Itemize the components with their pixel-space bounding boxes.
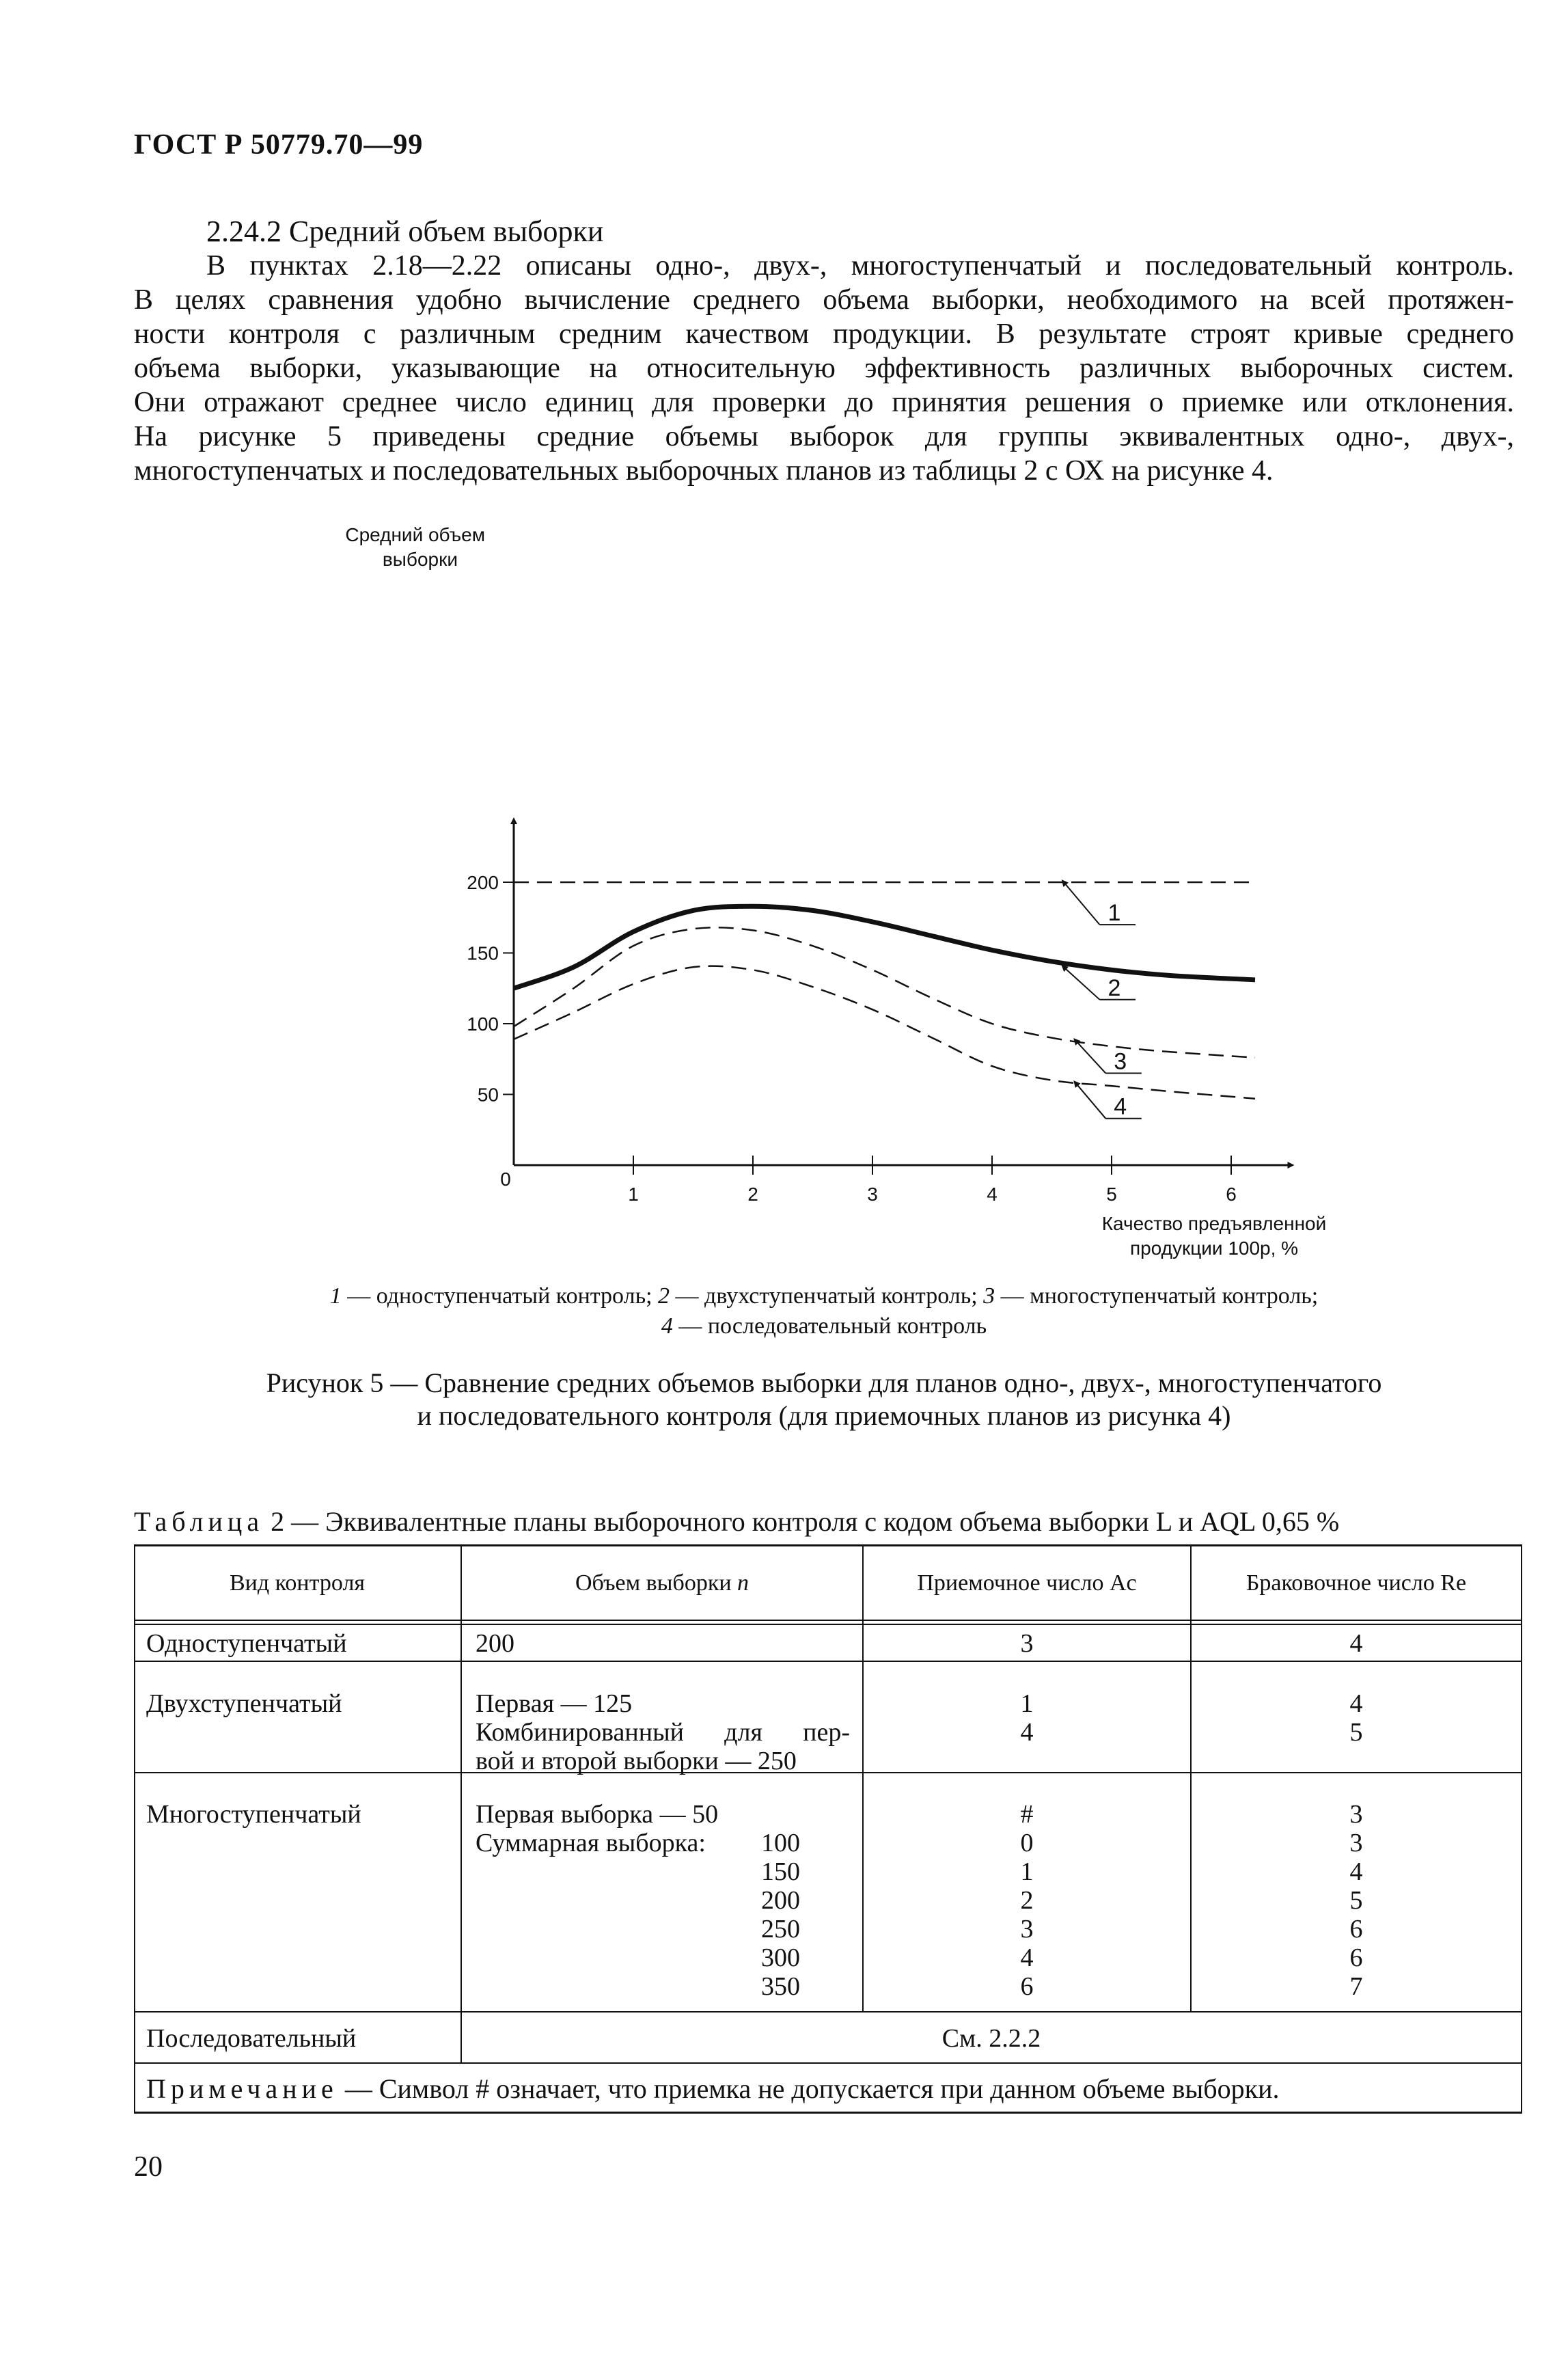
re-value: 4 bbox=[1349, 1689, 1363, 1718]
row-re-double bbox=[1192, 1689, 1521, 1747]
ac-value: 4 bbox=[1020, 1943, 1034, 1972]
size-value: 100 bbox=[761, 1829, 800, 1857]
size-value: 200 bbox=[761, 1886, 800, 1915]
note-text: — Символ # означает, что приемка не допускается при данном объеме выборки. bbox=[338, 2073, 1280, 2104]
legend-line bbox=[134, 1311, 1514, 1341]
row-re-multiple bbox=[1192, 1800, 1521, 2001]
row-type-single: Одноступенчатый bbox=[146, 1629, 347, 1658]
row-type-double: Двухступенчатый bbox=[146, 1689, 342, 1718]
y-tick-label: 100 bbox=[467, 1013, 499, 1035]
re-value: 6 bbox=[1349, 1943, 1363, 1972]
table-border bbox=[134, 1624, 1522, 1625]
re-value: 4 bbox=[1349, 1857, 1363, 1886]
row-ac-double bbox=[864, 1689, 1190, 1747]
table-border bbox=[460, 1544, 462, 2064]
y-axis-label: выборки bbox=[382, 549, 458, 570]
table-border bbox=[134, 2062, 1522, 2064]
legend-num: 2 bbox=[658, 1283, 670, 1309]
table-title-prefix: Таблица bbox=[134, 1506, 264, 1537]
size-value: 150 bbox=[761, 1857, 800, 1886]
page-number: 20 bbox=[134, 2151, 163, 2183]
re-value: 6 bbox=[1349, 1915, 1363, 1943]
header-acceptance-number: Приемочное число Ac bbox=[917, 1570, 1137, 1596]
section-paragraph bbox=[134, 249, 1514, 488]
y-tick-label: 50 bbox=[477, 1084, 499, 1106]
sample-size-chart bbox=[0, 519, 1568, 1271]
ac-value: 6 bbox=[1020, 1972, 1034, 2001]
ac-value: 1 bbox=[1020, 1857, 1034, 1886]
re-value: 7 bbox=[1349, 1972, 1363, 2001]
callout-4-label: 4 bbox=[1114, 1093, 1127, 1120]
callout-1-pointer bbox=[1064, 882, 1100, 925]
row-size-single: 200 bbox=[476, 1629, 514, 1658]
table-border bbox=[1521, 1544, 1522, 2114]
section-title: 2.24.2 Средний объем выборки bbox=[206, 215, 604, 248]
chart-callouts bbox=[1064, 882, 1142, 1120]
paragraph-line: многоступенчатых и последовательных выборочных планов из таблицы 2 с ОХ на рисунке 4. bbox=[134, 455, 1274, 487]
x-tick-label: 6 bbox=[1226, 1184, 1237, 1205]
x-axis-label: Качество предъявленной bbox=[1101, 1213, 1327, 1234]
size-value: 250 bbox=[761, 1915, 800, 1943]
series-3-line bbox=[514, 927, 1255, 1057]
ac-value: 1 bbox=[1020, 1689, 1034, 1718]
equivalent-plans-table bbox=[134, 1544, 1522, 2114]
callout-2-label: 2 bbox=[1108, 974, 1121, 1001]
callout-1-label: 1 bbox=[1108, 900, 1121, 927]
table-border bbox=[134, 2112, 1522, 2114]
row-size-multiple-sum: Суммарная выборка: bbox=[476, 1829, 706, 1857]
size-line: Первая — 125 bbox=[476, 1689, 633, 1718]
table-title-text: 2 — Эквивалентные планы выборочного контроля с кодом объема выборки L и AQL 0,65 % bbox=[264, 1506, 1340, 1537]
paragraph-line: Они отражают среднее число единиц для проверки до принятия решения о приемке или отклонения. bbox=[134, 387, 1514, 418]
row-size-double bbox=[476, 1689, 850, 1775]
size-value: 350 bbox=[761, 1972, 800, 2001]
figure-legend bbox=[134, 1281, 1514, 1341]
x-tick-label: 1 bbox=[628, 1184, 639, 1205]
ac-value: 4 bbox=[1020, 1718, 1034, 1747]
paragraph-line: На рисунке 5 приведены средние объемы выборок для группы эквивалентных одно-, двух-, bbox=[134, 421, 1514, 452]
row-size-multiple-values bbox=[749, 1829, 800, 2001]
series-4-line bbox=[514, 966, 1255, 1099]
legend-num: 4 bbox=[661, 1313, 673, 1339]
legend-line bbox=[134, 1281, 1514, 1311]
header-sample-size-var: n bbox=[737, 1570, 749, 1596]
paragraph-line: В пунктах 2.18—2.22 описаны одно-, двух-, многоступенчатый и последовательный контроль. bbox=[206, 250, 1514, 282]
legend-text: — одноступенчатый контроль; bbox=[341, 1283, 659, 1309]
paragraph-line: В целях сравнения удобно вычисление среднего объема выборки, необходимого на всей протяжен- bbox=[134, 284, 1514, 316]
table-border bbox=[134, 2011, 1522, 2013]
header-type: Вид контроля bbox=[229, 1570, 366, 1596]
legend-num: 1 bbox=[329, 1283, 342, 1309]
row-ac-multiple bbox=[864, 1800, 1190, 2001]
table-note bbox=[146, 2075, 1513, 2103]
note-prefix: Примечание bbox=[146, 2073, 338, 2104]
figure-caption bbox=[134, 1367, 1514, 1432]
paragraph-line: ности контроля с различным средним качеством продукции. В результате строят кривые среднего bbox=[134, 318, 1514, 350]
row-sequential-see: См. 2.2.2 bbox=[941, 2024, 1041, 2053]
header-sample-size-text: Объем выборки bbox=[575, 1570, 738, 1596]
row-ac-single: 3 bbox=[1020, 1629, 1034, 1658]
ac-value: # bbox=[1020, 1800, 1034, 1829]
x-axis-label: продукции 100р, % bbox=[1129, 1238, 1299, 1259]
y-axis-label: Средний объем bbox=[345, 524, 485, 545]
callout-3-label: 3 bbox=[1114, 1048, 1127, 1075]
callout-4-pointer bbox=[1076, 1083, 1106, 1119]
caption-line: Рисунок 5 — Сравнение средних объемов выборки для планов одно-, двух-, многоступенчатого bbox=[266, 1367, 1382, 1398]
row-type-multiple: Многоступенчатый bbox=[146, 1800, 361, 1829]
re-value: 5 bbox=[1349, 1886, 1363, 1915]
row-size-multiple-first: Первая выборка — 50 bbox=[476, 1800, 719, 1829]
re-value: 3 bbox=[1349, 1829, 1363, 1857]
ac-value: 0 bbox=[1020, 1829, 1034, 1857]
re-value: 3 bbox=[1349, 1800, 1363, 1829]
y-tick-label: 200 bbox=[467, 872, 499, 893]
y-tick-label: 150 bbox=[467, 942, 499, 964]
ac-value: 3 bbox=[1020, 1915, 1034, 1943]
size-line: вой и второй выборки — 250 bbox=[476, 1747, 797, 1775]
legend-text: — последовательный контроль bbox=[672, 1313, 987, 1339]
legend-num: 3 bbox=[983, 1283, 995, 1309]
size-value: 300 bbox=[761, 1943, 800, 1972]
x-tick-label: 2 bbox=[747, 1184, 758, 1205]
document-header: ГОСТ Р 50779.70—99 bbox=[134, 129, 424, 161]
table-border bbox=[134, 1661, 1522, 1662]
row-type-sequential: Последовательный bbox=[146, 2024, 357, 2053]
row-re-single: 4 bbox=[1349, 1629, 1363, 1658]
re-value: 5 bbox=[1349, 1718, 1363, 1747]
legend-text: — многоступенчатый контроль; bbox=[995, 1283, 1319, 1309]
chart-series bbox=[514, 882, 1255, 1099]
legend-text: — двухступенчатый контроль; bbox=[670, 1283, 984, 1309]
x-tick-label: 3 bbox=[867, 1184, 878, 1205]
origin-label: 0 bbox=[500, 1169, 511, 1190]
callout-2-pointer bbox=[1064, 967, 1100, 1000]
table-border bbox=[134, 1544, 1522, 1546]
table-border bbox=[134, 1544, 135, 2114]
chart-axes bbox=[467, 821, 1291, 1205]
size-line: Комбинированный для пер- bbox=[476, 1718, 850, 1747]
header-rejection-number: Браковочное число Re bbox=[1246, 1570, 1467, 1596]
ac-value: 2 bbox=[1020, 1886, 1034, 1915]
header-sample-size bbox=[462, 1569, 862, 1598]
caption-line: и последовательного контроля (для приемочных планов из рисунка 4) bbox=[417, 1400, 1231, 1431]
table-title bbox=[134, 1505, 1339, 1538]
paragraph-line: объема выборки, указывающие на относительную эффективность различных выборочных систем. bbox=[134, 353, 1514, 384]
x-tick-label: 4 bbox=[987, 1184, 998, 1205]
x-tick-label: 5 bbox=[1106, 1184, 1117, 1205]
table-border bbox=[134, 1620, 1522, 1621]
